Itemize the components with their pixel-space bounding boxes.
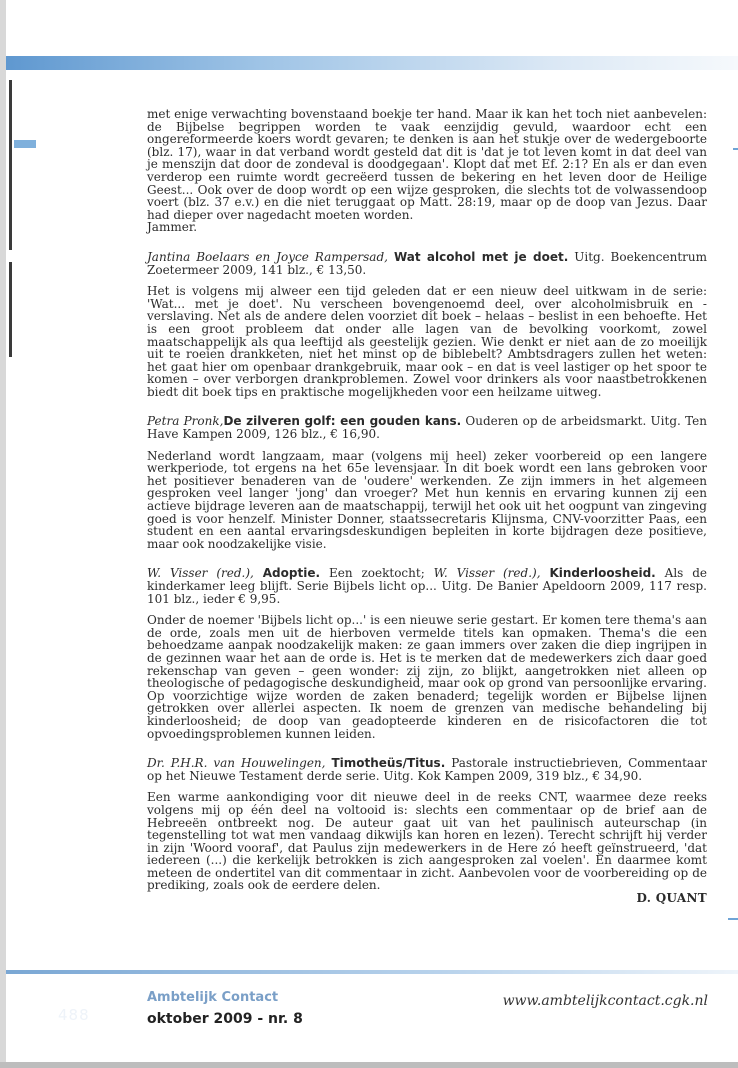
book-author: Jantina Boelaars en Joyce Rampersad, <box>147 249 388 264</box>
review-text: Nederland wordt langzaam, maar (volgens mij heel) zeker voorbereid op een langere werkperiode, tot ergens na het 65e levensjaar. In dit boek wordt een lans gebroken voor het positiever benaderen van de 'oudere' werkenden. Ze zijn immers in het algemeen gesproken veel langer 'jong' dan vroeger? Met hun kennis en ervaring kunnen zij een actieve bijdrage leveren aan de maatschappij, terwijl het ook uit het oogpunt van zingeving goed is voor henzelf. Minister Donner, staatssecretaris Klijnsma, CNV-voorzitter Paas, een student en een aantal ervaringsdeskundigen bepleiten in korte bijdragen deze positieve, maar ook noodzakelijke visie. <box>147 448 707 551</box>
book-author: W. Visser (red.), <box>433 566 541 581</box>
book-details: Als de kinderkamer leeg blijft. Serie Bijbels licht op... Uitg. De Banier Apeldoorn 2009, 117 resp. 101 blz., ieder € 9,95. <box>147 566 708 606</box>
magazine-name: Ambtelijk Contact <box>147 990 279 1005</box>
review-text: Het is volgens mij alweer een tijd geleden dat er een nieuw deel uitkwam in de serie: 'Wat... met je doet'. Nu verscheen bovengenoemd deel, over alcoholmisbruik en -verslaving. Net als de andere delen voorziet dit boek – helaas – beslist in een behoefte. Het is een groot probleem dat onder alle lagen van de bevolking voorkomt, zowel maatschappelijk als qua leeftijd als geestelijk gezien. Wie denkt er niet aan de zo moeilijk uit te roeien drankketen, niet het minst op de biblebelt? Ambtsdragers zullen het weten: het gaat hier om openbaar drankgebruik, maar ook – en dat is veel lastiger op het spoor te komen – over verborgen drankproblemen. Zowel voor drinkers als voor naastbetrokkenen biedt dit boek tips en praktische mogelijkheden voor een heilzame uitweg. <box>147 284 707 399</box>
issue-label: oktober 2009 - nr. 8 <box>147 1011 303 1027</box>
book-title: Kinderloosheid. <box>549 566 656 581</box>
book-details: Uitg. Boekencentrum Zoetermeer 2009, 141 blz., € 13,50. <box>147 249 707 277</box>
book-details: Een zoektocht; <box>328 566 425 581</box>
header-band <box>6 56 738 70</box>
footer-band <box>6 970 738 974</box>
right-edge-mark <box>733 148 738 150</box>
article-body <box>147 108 707 905</box>
website-url: www.ambtelijkcontact.cgk.nl <box>502 993 708 1009</box>
book-title: Adoptie. <box>262 566 321 581</box>
book-title: Wat alcohol met je doet. <box>393 249 569 264</box>
right-edge-mark <box>728 918 738 920</box>
book-reference <box>147 757 707 782</box>
book-reference <box>147 415 707 440</box>
author-signature: D. QUANT <box>636 891 707 906</box>
book-title: Timotheüs/Titus. <box>331 756 446 771</box>
margin-rule <box>9 80 12 250</box>
book-details: Ouderen op de arbeidsmarkt. Uitg. Ten Have Kampen 2009, 126 blz., € 16,90. <box>147 414 707 442</box>
page-edge-shadow <box>0 0 6 1068</box>
intro-closing: Jammer. <box>147 220 198 235</box>
intro-paragraph: met enige verwachting bovenstaand boekje ter hand. Maar ik kan het toch niet aanbevelen: de Bijbelse begrippen worden te vaak eenzijdig gevuld, waardoor echt een ongereformeerde koers wordt gevaren; te denken is aan het stukje over de wedergeboorte (blz. 17), waar in dat verband wordt gesteld dat dit is 'dat je tot leven komt in dat deel van je menszijn dat door de zondeval is doodgegaan'. Klopt dat met Ef. 2:1? En als er dan even verderop een ruimte wordt gecreëerd tussen de bekering en het leven door de Heilige Geest... Ook over de doop wordt op een wijze gesproken, die slechts tot de volwassendoop voert (blz. 37 e.v.) en die niet teruggaat op Matt. 28:19, maar op de doop van Jezus. Daar had dieper over nagedacht moeten worden. <box>147 107 707 222</box>
book-author: W. Visser (red.), <box>147 566 254 581</box>
book-details: Pastorale instructiebrieven, Commentaar op het Nieuwe Testament derde serie. Uitg. Kok Kampen 2009, 319 blz., € 34,90. <box>147 756 707 783</box>
book-author: Petra Pronk, <box>147 414 224 429</box>
margin-rule <box>9 262 12 357</box>
page-bottom-shadow <box>0 1062 738 1068</box>
margin-tab <box>14 140 36 148</box>
book-reference <box>147 251 707 276</box>
page-number: 488 <box>58 1006 90 1024</box>
review-text: Een warme aankondiging voor dit nieuwe deel in de reeks CNT, waarmee deze reeks volgens mij op één deel na voltooid is: slechts een commentaar op de brief aan de Hebreeën ontbreekt nog. De auteur gaat uit van het paulinisch auteurschap (in tegenstelling tot wat men vandaag dikwijls kan horen en lezen). Terecht schrijft hij verder in zijn 'Woord vooraf', dat Paulus zijn medewerkers in de Here zó heeft geïnstrueerd, 'dat iedereen (...) die kerkelijk betrokken is zich aangesproken zal voelen'. En daarmee komt meteen de ondertitel van dit commentaar in zicht. Aanbevolen voor de voorbereiding op de prediking, zoals ook de eerdere delen. <box>147 790 707 893</box>
book-title: De zilveren golf: een gouden kans. <box>223 414 462 429</box>
review-text: Onder de noemer 'Bijbels licht op...' is een nieuwe serie gestart. Er komen tere thema's aan de orde, zoals men uit de hierboven vermelde titels kan opmaken. Thema's die een behoedzame aanpak noodzakelijk maken: ze gaan immers over zaken die diep ingrijpen in de gezinnen waar het aan de orde is. Het is te merken dat de medewerkers zich daar goed rekenschap van geven – geen wonder: zij zijn, zo blijkt, aangetrokken niet alleen op theologische of pedagogische deskundigheid, maar ook op grond van persoonlijke ervaring. Op voorzichtige wijze worden de zaken benaderd; tegelijk worden er Bijbelse lijnen getrokken over allerlei aspecten. Ik noem de grenzen van medische behandeling bij kinderloosheid; de doop van geadopteerde kinderen en de risicofactoren die tot opvoedingsproblemen kunnen leiden. <box>147 613 707 741</box>
book-reference <box>147 567 707 605</box>
book-author: Dr. P.H.R. van Houwelingen, <box>147 756 326 771</box>
